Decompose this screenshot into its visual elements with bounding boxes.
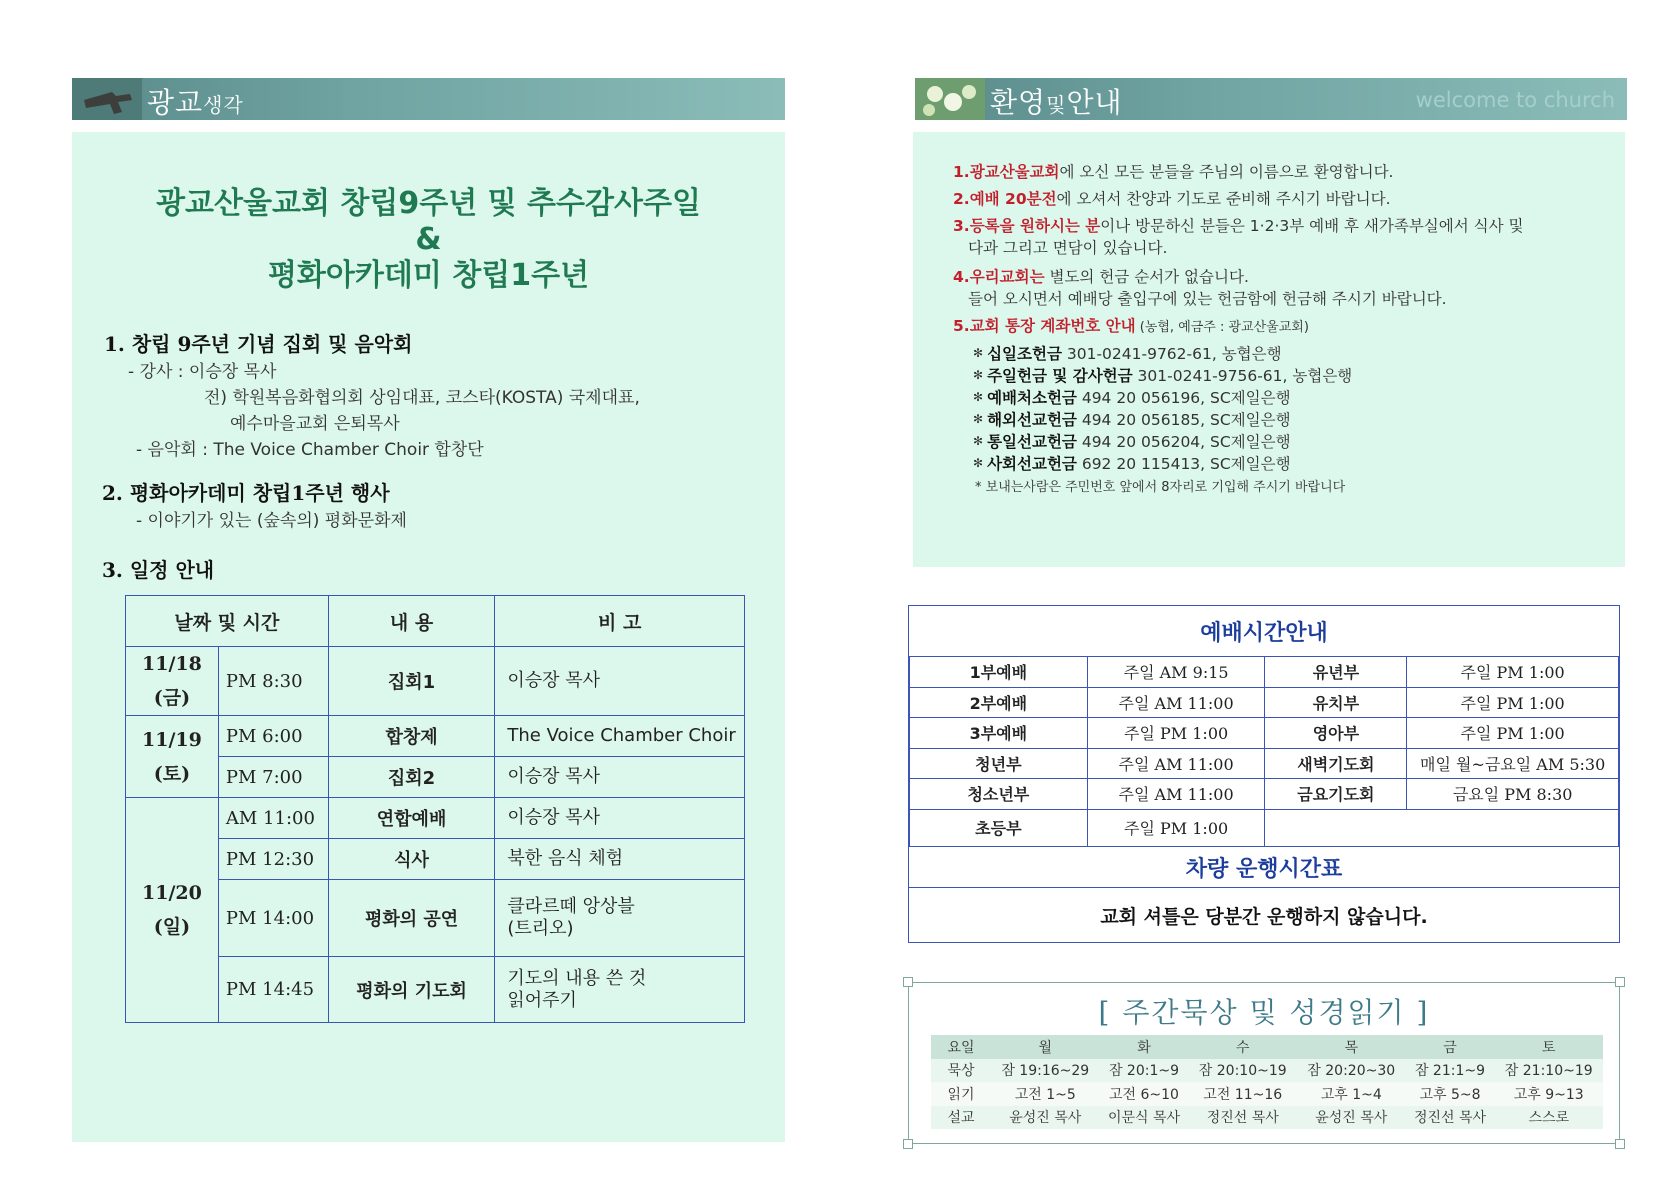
- service-time: 금요일 PM 8:30: [1407, 779, 1619, 810]
- service-time: 주일 AM 11:00: [1087, 748, 1265, 779]
- schedule-note: 클라르떼 앙상블 (트리오): [495, 880, 745, 957]
- reading-header: 목: [1297, 1035, 1406, 1059]
- schedule-note: 이승장 목사: [495, 757, 745, 798]
- service-time: 주일 AM 11:00: [1087, 779, 1265, 810]
- cross-icon: [72, 78, 142, 120]
- main-title-line3: 평화아카데미 창립1주년: [267, 258, 590, 293]
- table-row: [931, 1082, 1603, 1106]
- schedule-time: PM 14:00: [218, 880, 328, 957]
- main-title-line1: 광교산울교회 창립9주년 및 추수감사주일: [156, 186, 701, 221]
- table-row: [910, 748, 1619, 779]
- service-name: 금요기도회: [1265, 779, 1407, 810]
- weekly-reading-table: [931, 1035, 1603, 1129]
- schedule-note: 이승장 목사: [495, 647, 745, 716]
- schedule-note: 북한 음식 체험: [495, 839, 745, 880]
- service-name: 1부예배: [910, 657, 1088, 688]
- frame-corner: [1615, 1139, 1625, 1149]
- reading-cell: 정진선 목사: [1188, 1106, 1297, 1130]
- reading-cell: 윤성진 목사: [991, 1106, 1100, 1130]
- flower-icon: [915, 78, 985, 120]
- service-time: 주일 AM 11:00: [1087, 687, 1265, 718]
- schedule-event: 합창제: [328, 716, 495, 757]
- account-line: ✻ 통일선교헌금 494 20 056204, SC제일은행: [973, 433, 1291, 451]
- schedule-date: 11/20 (일): [126, 798, 219, 1023]
- reading-cell: 고전 11~16: [1188, 1082, 1297, 1106]
- service-name: 초등부: [910, 809, 1088, 846]
- reading-header: 토: [1494, 1035, 1603, 1059]
- section2-line: - 이야기가 있는 (숲속의) 평화문화제: [136, 511, 407, 531]
- right-header-subtitle: welcome to church: [1415, 88, 1615, 112]
- reading-cell: 설교: [931, 1106, 991, 1130]
- schedule-time: PM 14:45: [218, 957, 328, 1023]
- reading-cell: 잠 20:1~9: [1100, 1059, 1189, 1083]
- service-time: 주일 PM 1:00: [1407, 718, 1619, 749]
- main-title-line2: &: [415, 222, 442, 257]
- service-times-table: [909, 656, 1619, 847]
- section1-line: 전) 학원복음화협의회 상임대표, 코스타(KOSTA) 국제대표,: [204, 388, 640, 408]
- empty-cell: [1265, 809, 1619, 846]
- schedule-note: 기도의 내용 쓴 것 읽어주기: [495, 957, 745, 1023]
- reading-cell: 이문식 목사: [1100, 1106, 1189, 1130]
- service-time: 주일 PM 1:00: [1087, 718, 1265, 749]
- section2-heading: 2. 평화아카데미 창립1주년 행사: [102, 481, 390, 505]
- welcome-item: 2.예배 20분전에 오셔서 찬양과 기도로 준비해 주시기 바랍니다.: [953, 190, 1391, 208]
- reading-cell: 고후 9~13: [1494, 1082, 1603, 1106]
- service-times-title: 예배시간안내: [1200, 621, 1328, 646]
- service-time: 주일 PM 1:00: [1407, 657, 1619, 688]
- table-row: [931, 1059, 1603, 1083]
- reading-cell: 읽기: [931, 1082, 991, 1106]
- reading-cell: 정진선 목사: [1405, 1106, 1494, 1130]
- schedule-header-row: [126, 596, 745, 647]
- schedule-time: PM 8:30: [218, 647, 328, 716]
- reading-cell: 잠 20:10~19: [1188, 1059, 1297, 1083]
- table-row: [910, 809, 1619, 846]
- schedule-table: [125, 595, 745, 1023]
- account-line: ✻ 예배처소헌금 494 20 056196, SC제일은행: [973, 389, 1291, 407]
- reading-cell: 고후 1~4: [1297, 1082, 1406, 1106]
- service-name: 청년부: [910, 748, 1088, 779]
- shuttle-notice: 교회 셔틀은 당분간 운행하지 않습니다.: [1100, 906, 1428, 928]
- frame-corner: [903, 977, 913, 987]
- section1-line: - 강사 : 이승장 목사: [128, 362, 277, 382]
- welcome-item: 1.광교산울교회에 오신 모든 분들을 주님의 이름으로 환영합니다.: [953, 163, 1394, 181]
- reading-cell: 묵상: [931, 1059, 991, 1083]
- service-name: 유치부: [1265, 687, 1407, 718]
- divider: [909, 887, 1619, 888]
- reading-header: 화: [1100, 1035, 1189, 1059]
- table-row: [126, 880, 745, 957]
- section1-line: - 음악회 : The Voice Chamber Choir 합창단: [136, 440, 484, 460]
- reading-cell: 스스로: [1494, 1106, 1603, 1130]
- table-row: [910, 779, 1619, 810]
- schedule-event: 평화의 공연: [328, 880, 495, 957]
- account-footnote: * 보내는사람은 주민번호 앞에서 8자리로 기입해 주시기 바랍니다: [975, 480, 1346, 495]
- schedule-event: 집회1: [328, 647, 495, 716]
- account-line: ✻ 해외선교헌금 494 20 056185, SC제일은행: [973, 411, 1291, 429]
- right-section-header: [915, 78, 1627, 120]
- schedule-date: 11/18 (금): [126, 647, 219, 716]
- table-row: [910, 687, 1619, 718]
- schedule-header: 비 고: [495, 596, 745, 647]
- account-line: ✻ 십일조헌금 301-0241-9762-61, 농협은행: [973, 345, 1282, 363]
- service-time: 주일 PM 1:00: [1407, 687, 1619, 718]
- table-row: [931, 1035, 1603, 1059]
- reading-cell: 잠 21:1~9: [1405, 1059, 1494, 1083]
- schedule-time: PM 6:00: [218, 716, 328, 757]
- frame-corner: [903, 1139, 913, 1149]
- service-name: 새벽기도회: [1265, 748, 1407, 779]
- table-row: [126, 716, 745, 757]
- table-row: [931, 1106, 1603, 1130]
- welcome-panel: [913, 132, 1625, 567]
- schedule-header: 내 용: [328, 596, 495, 647]
- reading-cell: 잠 20:20~30: [1297, 1059, 1406, 1083]
- service-name: 영아부: [1265, 718, 1407, 749]
- reading-cell: 잠 19:16~29: [991, 1059, 1100, 1083]
- schedule-event: 집회2: [328, 757, 495, 798]
- schedule-header: 날짜 및 시간: [126, 596, 329, 647]
- left-header-title: 광교생각: [147, 86, 244, 119]
- reading-header: 금: [1405, 1035, 1494, 1059]
- section1-line: 예수마을교회 은퇴목사: [230, 414, 400, 434]
- service-time: 주일 PM 1:00: [1087, 809, 1265, 846]
- weekly-reading-title: [ 주간묵상 및 성경읽기 ]: [1098, 996, 1430, 1029]
- weekly-reading-box: [908, 982, 1620, 1144]
- service-name: 3부예배: [910, 718, 1088, 749]
- schedule-event: 평화의 기도회: [328, 957, 495, 1023]
- service-name: 청소년부: [910, 779, 1088, 810]
- schedule-note: 이승장 목사: [495, 798, 745, 839]
- section3-heading: 3. 일정 안내: [102, 558, 215, 582]
- reading-cell: 고전 1~5: [991, 1082, 1100, 1106]
- welcome-item-cont: 다과 그리고 면담이 있습니다.: [968, 239, 1168, 257]
- reading-header: 요일: [931, 1035, 991, 1059]
- schedule-time: PM 12:30: [218, 839, 328, 880]
- welcome-item: 3.등록을 원하시는 분이나 방문하신 분들은 1·2·3부 예배 후 새가족부실에서 식사 및: [953, 217, 1524, 235]
- service-times-box: [908, 605, 1620, 943]
- service-time: 매일 월~금요일 AM 5:30: [1407, 748, 1619, 779]
- section1-heading: 1. 창립 9주년 기념 집회 및 음악회: [104, 332, 413, 356]
- shuttle-title: 차량 운행시간표: [1185, 857, 1343, 882]
- reading-cell: 고전 6~10: [1100, 1082, 1189, 1106]
- schedule-time: PM 7:00: [218, 757, 328, 798]
- table-row: [126, 757, 745, 798]
- schedule-event: 식사: [328, 839, 495, 880]
- account-line: ✻ 사회선교헌금 692 20 115413, SC제일은행: [973, 455, 1291, 473]
- schedule-date: 11/19 (토): [126, 716, 219, 798]
- right-header-title: 환영및안내: [990, 86, 1123, 119]
- service-name: 2부예배: [910, 687, 1088, 718]
- schedule-note: The Voice Chamber Choir: [495, 716, 745, 757]
- account-line: ✻ 주일헌금 및 감사헌금 301-0241-9756-61, 농협은행: [973, 367, 1353, 385]
- frame-corner: [1615, 977, 1625, 987]
- reading-header: 월: [991, 1035, 1100, 1059]
- table-row: [126, 647, 745, 716]
- table-row: [910, 718, 1619, 749]
- reading-cell: 윤성진 목사: [1297, 1106, 1406, 1130]
- table-row: [126, 839, 745, 880]
- reading-cell: 고후 5~8: [1405, 1082, 1494, 1106]
- schedule-event: 연합예배: [328, 798, 495, 839]
- left-section-header: [72, 78, 785, 120]
- service-name: 유년부: [1265, 657, 1407, 688]
- service-time: 주일 AM 9:15: [1087, 657, 1265, 688]
- welcome-item-cont: 들어 오시면서 예배당 출입구에 있는 헌금함에 헌금해 주시기 바랍니다.: [968, 290, 1447, 308]
- schedule-time: AM 11:00: [218, 798, 328, 839]
- table-row: [126, 798, 745, 839]
- reading-header: 수: [1188, 1035, 1297, 1059]
- table-row: [126, 957, 745, 1023]
- welcome-item: 5.교회 통장 계좌번호 안내 (농협, 예금주 : 광교산울교회): [953, 317, 1309, 335]
- table-row: [910, 657, 1619, 688]
- reading-cell: 잠 21:10~19: [1494, 1059, 1603, 1083]
- welcome-item: 4.우리교회는 별도의 헌금 순서가 없습니다.: [953, 268, 1249, 286]
